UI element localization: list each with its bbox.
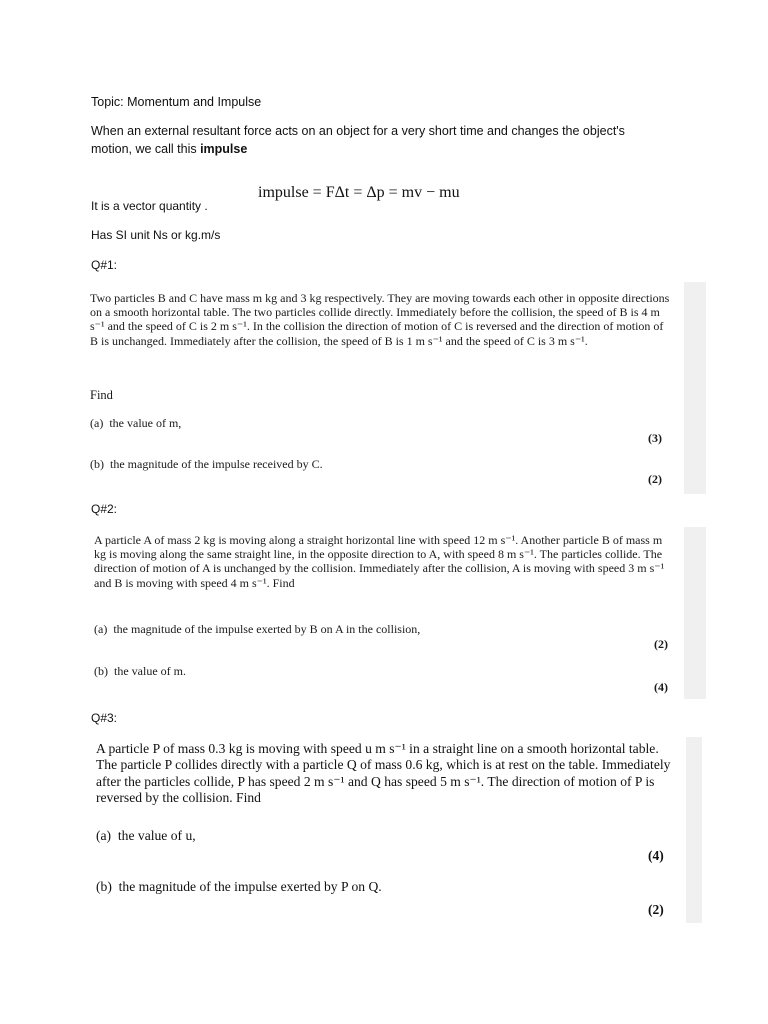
vector-note: It is a vector quantity .	[91, 199, 208, 213]
part-text: the value of m,	[109, 416, 182, 430]
question-3-image	[86, 737, 702, 923]
question-2-part-a-marks: (2)	[654, 637, 668, 651]
question-3-part-a-marks: (4)	[648, 848, 664, 863]
question-1-part-a	[90, 416, 181, 431]
question-1-text: Two particles B and C have mass m kg and 3 kg respectively. They are moving towards each other in opposite directions on a smooth horizontal table. The two particles collide directly. Immediately before the collision, the speed of B is 4 m s⁻¹ and the speed of C is 2 m s⁻¹. In the collision the direction of motion of C is reversed and the direction of motion of B is unchanged. Immediately after the collision, the speed of B is 1 m s⁻¹ and the speed of C is 3 m s⁻¹.	[90, 291, 670, 348]
part-text: the value of m.	[114, 664, 186, 678]
question-3-part-a	[96, 828, 196, 844]
question-1-image	[82, 282, 706, 494]
part-label: (a)	[94, 622, 108, 636]
part-text: the magnitude of the impulse exerted by B on A in the collision,	[113, 622, 421, 636]
part-label: (b)	[94, 664, 108, 678]
part-text: the magnitude of the impulse received by C.	[110, 457, 323, 471]
question-2-text: A particle A of mass 2 kg is moving along a straight horizontal line with speed 12 m s⁻¹. Another particle B of mass m kg is moving along the same straight line, in the opposite direction to A, with speed 8 m s⁻¹. The particles collide. The direction of motion of A is unchanged by the collision. Immediately after the collision, A is moving with speed 3 m s⁻¹ and B is moving with speed 4 m s⁻¹. Find	[94, 533, 665, 590]
question-3-part-b	[96, 879, 382, 895]
question-1-find: Find	[90, 388, 113, 402]
intro-bold-term: impulse	[200, 142, 248, 156]
part-label: (a)	[96, 828, 112, 843]
question-2-part-b-marks: (4)	[654, 680, 668, 694]
scan-edge	[684, 282, 706, 494]
part-label: (a)	[90, 416, 104, 430]
unit-note: Has SI unit Ns or kg.m/s	[91, 228, 221, 242]
question-2-label: Q#2:	[91, 502, 118, 516]
part-text: the value of u,	[117, 828, 196, 843]
question-2-part-a	[94, 622, 420, 637]
impulse-formula: impulse = FΔt = Δp = mv − mu	[258, 184, 460, 201]
topic-heading: Topic: Momentum and Impulse	[91, 95, 262, 109]
question-3-text: A particle P of mass 0.3 kg is moving with speed u m s⁻¹ in a straight line on a smooth horizontal table. The particle P collides directly with a particle Q of mass 0.6 kg, which is at rest on the table. Immediately after the particles collide, P has speed 2 m s⁻¹ and Q has speed 5 m s⁻¹. The direction of motion of P is reversed by the collision. Find	[96, 741, 671, 806]
question-3-label: Q#3:	[91, 711, 118, 725]
part-label: (b)	[96, 879, 112, 894]
question-1-label: Q#1:	[91, 258, 118, 272]
intro-paragraph	[91, 122, 651, 158]
scan-edge	[686, 737, 702, 923]
part-label: (b)	[90, 457, 104, 471]
question-1-part-b	[90, 457, 323, 472]
question-2-image	[82, 527, 706, 699]
question-2-part-b	[94, 664, 186, 679]
part-text: the magnitude of the impulse exerted by P on Q.	[118, 879, 382, 894]
question-3-part-b-marks: (2)	[648, 902, 664, 917]
intro-text: When an external resultant force acts on an object for a very short time and changes the object's motion, we call this	[91, 124, 625, 156]
question-1-part-a-marks: (3)	[648, 431, 662, 445]
question-1-part-b-marks: (2)	[648, 472, 662, 486]
scan-edge	[684, 527, 706, 699]
